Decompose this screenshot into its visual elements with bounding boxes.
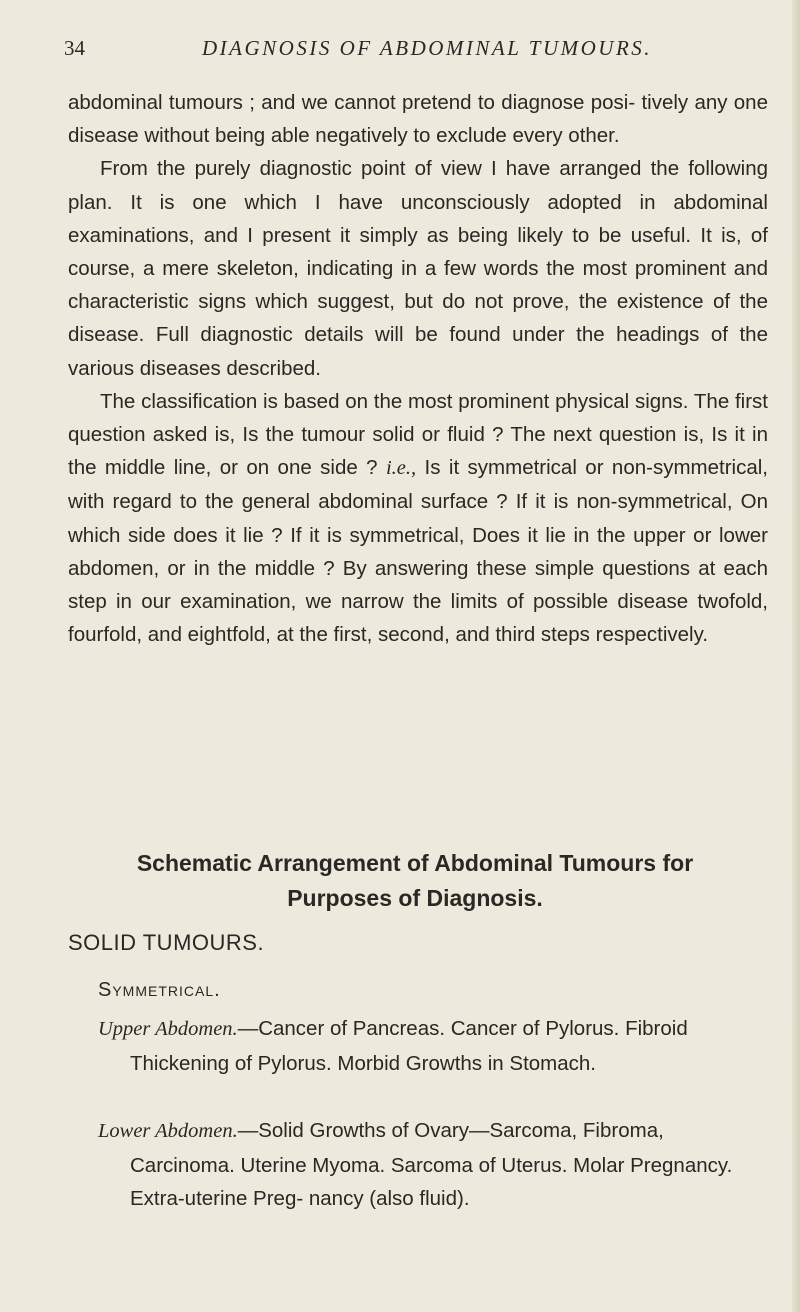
schematic-title-line-2: Purposes of Diagnosis. bbox=[287, 885, 543, 911]
upper-abdomen-entry bbox=[68, 1012, 768, 1080]
body-text bbox=[68, 86, 768, 651]
page-number: 34 bbox=[64, 36, 85, 60]
lower-abdomen-label: Lower Abdomen. bbox=[98, 1120, 238, 1142]
paragraph-2: From the purely diagnostic point of view I have arranged the following plan. It is one which I have unconsciously adopted in abdominal examinations, and I present it simply as being likely to be useful. It is, of course, a mere skeleton, indicating in a few words the most prominent and characteristic signs which suggest, but do not prove, the existence of the disease. Full diagnostic details will be found under the headings of the various diseases described. bbox=[68, 157, 768, 380]
lower-abdomen-entry bbox=[68, 1114, 768, 1216]
paragraph-3-ie: i.e., bbox=[385, 457, 417, 480]
schematic-title bbox=[100, 846, 730, 916]
page-header bbox=[64, 36, 764, 66]
schematic-title-line-1: Schematic Arrangement of Abdominal Tumours for bbox=[136, 850, 694, 876]
paragraph-3-part-a: The classification is based on the most prominent physical signs. The first question asked is, Is the tumour solid or fluid ? The next question is, Is it in the middle line, or on one side ? bbox=[68, 389, 768, 480]
subsection-heading: Symmetrical. bbox=[98, 979, 221, 1001]
running-head: DIAGNOSIS OF ABDOMINAL TUMOURS. bbox=[202, 36, 653, 60]
paragraph-3-part-b: Is it symmetrical or non-symmetrical, with regard to the general abdominal surface ? If it is non-symmetrical, On which side does it lie ? If it is symmetrical, Does it lie in the upper or lower abdomen, or in the middle ? By answering these simple questions at each step in our examination, we narrow the limits of possible disease twofold, fourfold, and eightfold, at the first, second, and third steps respectively. bbox=[68, 456, 768, 647]
paragraph-3 bbox=[68, 385, 768, 652]
upper-abdomen-label: Upper Abdomen. bbox=[98, 1018, 238, 1040]
lower-abdomen-text: —Solid Growths of Ovary—Sarcoma, Fibroma, Carcinoma. Uterine Myoma. Sarcoma of Uterus. Molar Pregnancy. Extra-uterine Preg- nancy (also fluid). bbox=[130, 1119, 733, 1210]
page-edge bbox=[792, 0, 800, 1312]
section-heading: SOLID TUMOURS. bbox=[68, 930, 265, 955]
paragraph-1: abdominal tumours ; and we cannot pretend to diagnose posi- tively any one disease without being able negatively to exclude every other. bbox=[68, 91, 768, 148]
upper-abdomen-text: —Cancer of Pancreas. Cancer of Pylorus. Fibroid Thickening of Pylorus. Morbid Growths in Stomach. bbox=[130, 1017, 688, 1075]
